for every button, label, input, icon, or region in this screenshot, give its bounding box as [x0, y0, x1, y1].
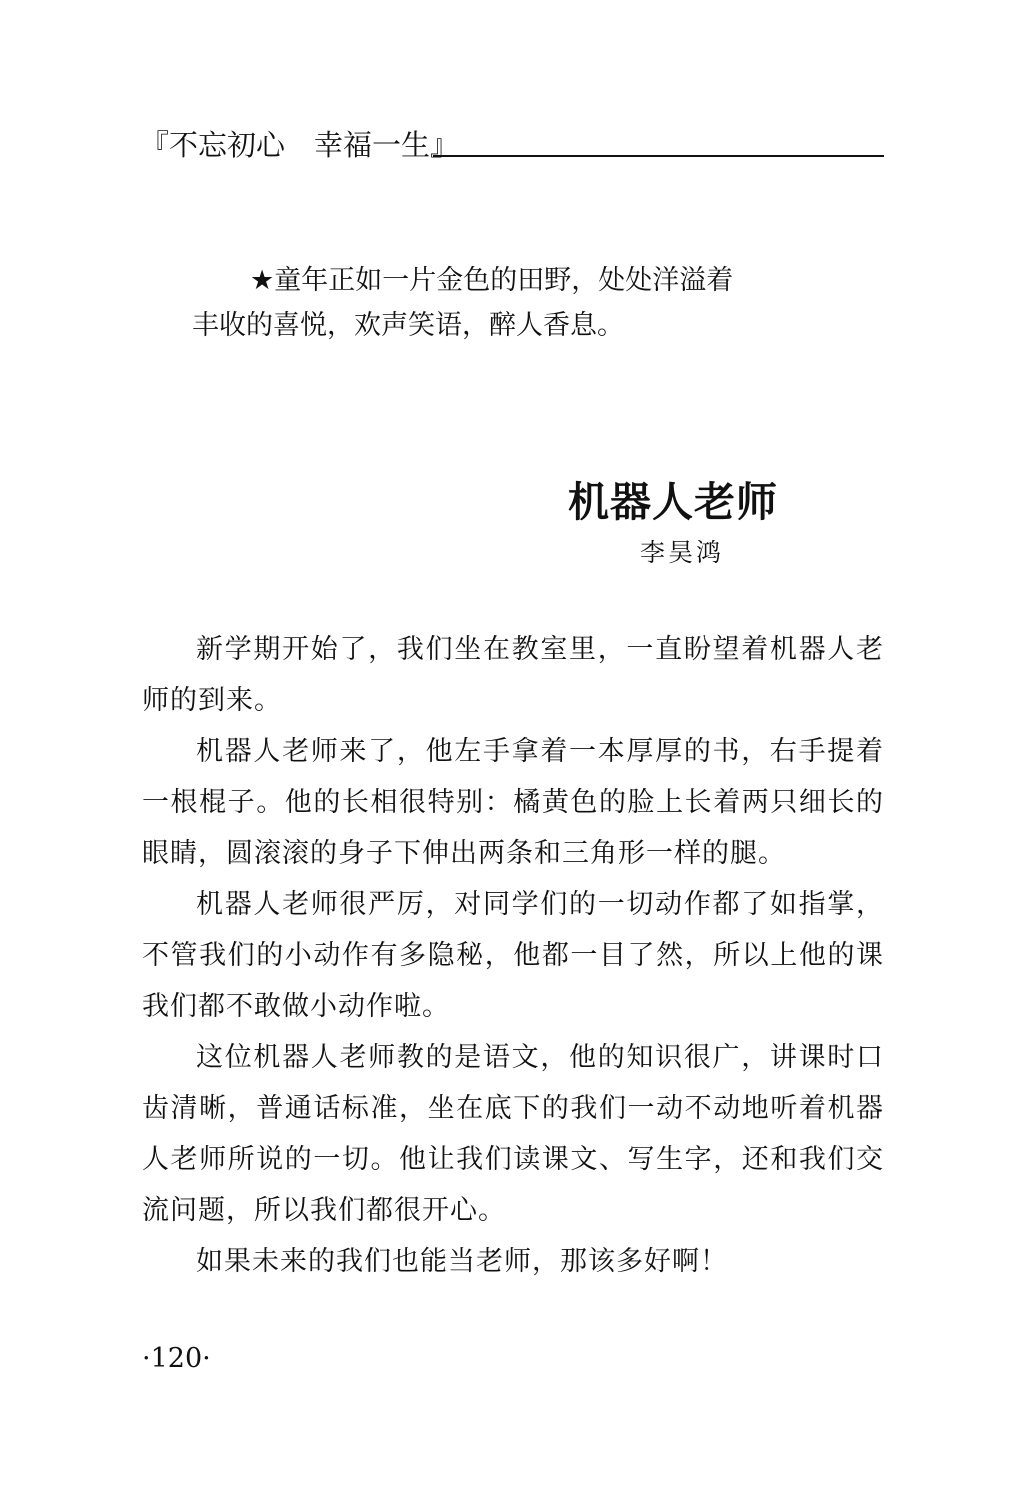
- paragraph-1: 新学期开始了，我们坐在教室里，一直盼望着机器人老师的到来。: [142, 634, 884, 716]
- epigraph-line-1: ★童年正如一片金色的田野，处处洋溢着: [250, 265, 734, 296]
- article-author: 李昊鸿: [640, 538, 725, 567]
- paragraph-4: 这位机器人老师教的是语文，他的知识很广，讲课时口齿清晰，普通话标准，坐在底下的我们一动不动地听着机器人老师所说的一切。他让我们读课文、写生字，还和我们交流问题，所以我们都很开心。: [142, 1042, 884, 1226]
- epigraph-line-2: 丰收的喜悦，欢声笑语，醉人香息。: [192, 310, 624, 341]
- article-title: 机器人老师: [568, 478, 778, 526]
- paragraph-2: 机器人老师来了，他左手拿着一本厚厚的书，右手提着一根棍子。他的长相很特别：橘黄色的脸上长着两只细长的眼睛，圆滚滚的身子下伸出两条和三角形一样的腿。: [142, 736, 884, 869]
- page-number: ·120·: [142, 1343, 211, 1374]
- epigraph: [192, 258, 832, 348]
- running-header: [140, 126, 884, 166]
- article-body: [142, 624, 884, 1287]
- paragraph-5: 如果未来的我们也能当老师，那该多好啊！: [196, 1246, 728, 1277]
- series-title: 『不忘初心 幸福一生』: [140, 128, 460, 162]
- paragraph-3: 机器人老师很严厉，对同学们的一切动作都了如指掌，不管我们的小动作有多隐秘，他都一目了然，所以上他的课我们都不敢做小动作啦。: [142, 889, 884, 1022]
- header-rule: [433, 155, 884, 157]
